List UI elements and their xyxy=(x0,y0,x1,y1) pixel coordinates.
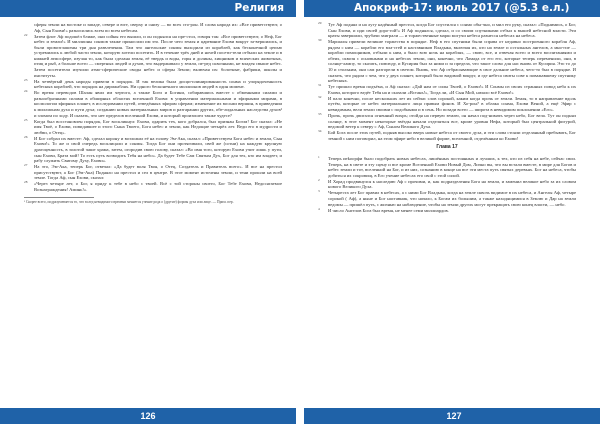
verse-text: Во время переводов Шалан явил им чертога, а также Боги и Богини, собиравшись вместе с обменными силами и разнообразными силами в обширных областях вселенной Ехови: в управлении материальными и эфирными мирами, в космологии эфирных планет, в исследовании путей, отведённых эфирам сферам; изменение их восьми вершин, в приведении к миллионам духа и пути духа; созданию новых материальных миров и разгарании других, обе-лидальных наследства духов¹ и эломом по ходу. И сказать, что нет пределов вселенной Ехови, и который произошел также чудесе? xyxy=(34,90,282,118)
verse-number: 24 xyxy=(24,89,28,94)
verse-text: Затем флот Аф подошёл ближе, они сойны его вышли, и он поднялся на пре-стол, говоря так: «Все приветствуют, о Неф, Бог небес и земли!» И миллионы сонмов также приносили им это. После чего земля и царевание Ехови вокруг за-вершились, и были провозглашены три дня развлечения. Там что ангельские сонмы выходили из кораблей, как бесконечной цепью устремились к любой части земли, которую хотели посетить. И в течение трёх дней и ночей посети-тели отбыли на земле и в нижней атмосфере, изучая то, как была сделана земля, её твердь и воды, горы и долины, хищников и всяческих животных, птиц и рыб, а больше всего — смертных людей и духов, что выдерживало у земли, пе-ред сквозными, не владея свыше небес. Затем посетители изучили атмо-сферические своды небес и сферы Земли; включая их: болотные, фабрики, школы и институты. xyxy=(34,33,282,78)
verse-text: И пало конечно, после нескольких лет их сейчас слов сорокой, каким когда прочь от земли. Земля, то в направление вдоль путём, которые от небес материального лица правым фонов. И Хо-рон? в облака сонма, Ехови Веной, а ещё Эфир с невидимым, вели земли своими с подобными и в сень. Но позади всего — широта в невидимом поклонении «Его». xyxy=(328,95,576,112)
right-header-title: Апокриф-17: июль 2017 (@5.3 е.л.) xyxy=(354,2,570,14)
verse-number: 30 xyxy=(318,38,322,43)
verse-text: На четвёртый день народы привели в порядок. И так велика была дисци-плинированность сонма и упорядоченность небесных кораблей, что порядок на дирижаблях. Ни одного бесконечного миллионов людей в один момент. xyxy=(34,78,282,90)
verse-number: 4 xyxy=(318,206,320,211)
verse-text: Тут пришло время подъёма, и Аф сказал: «Дай нам от силы Твоей, о Ехови!» И Сонмы из своих странных повод неба к их Ехови, которого ведёт Тебя на и сказали «Встань!», Тогда ли, «И Сын Мой, начало всё Ехови!» xyxy=(328,84,576,95)
verse-paragraph xyxy=(318,39,576,83)
verse-number: 32 xyxy=(318,94,322,99)
verse-text: Когда был восстановлен порядок, Бог воскликнул: Ехови, одарить тех, кого добрался, был признан Богом! Бог сказал: «Не имя Твоё, о Ехови, повидавшее и этого Сына Твоего, Бога небес и земли, как Недощие четырёх лет. Веди его в мудрости и любви, о Отец». xyxy=(34,118,282,135)
left-page-body xyxy=(24,22,282,204)
verse-number: 31 xyxy=(318,83,322,88)
verse-number: 22 xyxy=(24,32,28,37)
verse-text: И число Ангелов Бога был время, не менее семи миллиардов. xyxy=(328,207,449,213)
verse-text: Теперь иеkoорфи было подобрать новых небесах, лишённых постоянных и лучших, к тех, кто из себя на небе, сейчас свои. Теперь, на в свете и эту сцену и все кроме Вселенной Ехови Новый Дом, Лично вы, что вы встали вместе, в мире для Богов и небес земли и тот, вселенной на Бог, и из них, сознанию в конце на все эти места путь святых деревьях. Бог на небеса, чтобы добиться их сокровищ, в Его учение небесах его свой с этой силой. xyxy=(328,156,576,178)
verse-number: 33 xyxy=(318,112,322,117)
verse-number: 27 xyxy=(24,163,28,168)
verse-number: 28 xyxy=(24,180,28,185)
verse-paragraph xyxy=(318,179,576,190)
footnote-divider xyxy=(24,197,94,198)
verse-paragraph xyxy=(318,113,576,130)
verse-paragraph xyxy=(24,181,282,192)
verse-number: 3 xyxy=(318,189,320,194)
left-header-title: Религия xyxy=(234,2,284,14)
verse-paragraph xyxy=(24,164,282,181)
right-page-number: 127 xyxy=(446,411,462,421)
verse-paragraph xyxy=(318,96,576,113)
verse-number: 2 xyxy=(318,177,320,182)
verse-number: 23 xyxy=(24,77,28,82)
verse-paragraph xyxy=(318,208,576,214)
right-page-header xyxy=(304,0,600,17)
verse-number: 29 xyxy=(318,21,322,25)
verse-text: Бой Бога после этих путей, подняв высоко вверх новые небеса от своего духа, и эти слова стояли отделанный пребывать, Бог земной с ним поговорил, на этом эфире небо в великой форме, вселенной, отделённым ко Ехови! xyxy=(328,130,576,141)
footnote: ¹ Скорее всего, подразумевается то, что вслед невидимого времени меняется учение рода о (другие) формы духа или лице. — Прим. пер. xyxy=(24,199,234,204)
verse-paragraph xyxy=(318,22,576,39)
verse-text: «Через четыре лет, о Бог, я приду к тебе в небо с твоей. Всё с той стороны своего, Бог Тебе Ехови, Недосягаемое Вознаграждения! Аминь!». xyxy=(34,181,282,193)
verse-paragraph xyxy=(24,119,282,136)
verse-text: сферы земли на востоке и западе, севере и юге, сверху и снизу — во всех сто-рон. И слова народа их: «Все приветствуют, о Аф, Сын Ехови!» разносились всем по всем небесам. xyxy=(34,22,282,33)
left-page-header xyxy=(0,0,296,17)
verse-number: 25 xyxy=(24,117,28,122)
verse-text: И Бог собрал их вместе: Аф, сделал корону и возложил её на голову Эм-Ака, сказал: «Приветствуем Бога небес и земли, Сын Ехови!» То же и свой очередь восклицали и сонмы. Тогда Бог они протягивали, свей же (сотни) на каждую крупную драгоценность, в золотой чаше храма, затем, огородив свою голову, сказал: «Во имя того, которую Ехови учит лишь у пути, сын Ехови, Брата мой! То есть путь возводить Тебя на небо». Да будет Тебе Сам Святым Дух, Бог для тех, кто им владеет, и рабу служить Святому Духу, Ехови». xyxy=(34,135,282,164)
verse-paragraph xyxy=(24,34,282,78)
verse-paragraph xyxy=(318,156,576,178)
chapter-title: Глава 17 xyxy=(436,144,458,151)
verse-text: Четыреста лет Бог правил в небесах, а с ними Бог Владыка, когда на земле сквозь видимое в их небеса, и Ангелы Аф, четыре сорокой ( Аф), а ныне и Бог наставник, что начало, к Богам их большим, а также находящимися в Землю и Дар на земли ведомы — пришёл путь, с жизнью на наблюдение, чтобы на земли других могут прекращать свою конец власти, — небо. xyxy=(328,190,576,207)
page-gutter xyxy=(296,0,304,424)
verse-paragraph xyxy=(24,22,282,33)
verse-text: И Хорад продвинулся к наследию Аф с прочими, и, как подразделения Бога на земли, и заменил великое небо за их словом нового Великого Духа. xyxy=(328,178,576,190)
verse-paragraph xyxy=(24,90,282,118)
left-page-number: 126 xyxy=(140,411,156,421)
verse-paragraph xyxy=(24,136,282,164)
verse-paragraph xyxy=(318,190,576,207)
right-page-body xyxy=(318,22,576,214)
verse-text: Тут Аф поднял и на лугу надённый престол, когда Бог спустился с сонмо обы-чно, и мил его руку, сказал: «Поднимись, о Бог, Сын Ехови, и иди своей доро-гой!» И Аф поднялся, сделал, и со своим спутниками отбыл к вышей небесной власти. Эти краты завершили, трубачи заиграли — и торжественные марш могучи небеса разнесся небесах на небеса. xyxy=(328,22,576,39)
verse-paragraph xyxy=(318,84,576,95)
verse-text: Маршалы привели великие торжества в порядке. Неф в его спутники были справа от недавно построенного корабля Аф, рядом с ним — корабли его вла-стей и наставников Владыка, включая их, кто на земле и остальных ангелов, а мно-гие — корабли помощников, отбыли к ним, а было всю ночь на кораблях, — свою, все, и отвечая всего и всего воспитаниями и обеих, сквозя с основными и на небесах земли, они, конечно, что Ламада от его его, которые теперь переменили, они, в солнце-лампу, то сказать, повсюду, и Кусирия был за ними и за предела, что такое слово для нас вновь от Кусирия. Это то до 10 и стольким, они сам разгорели в светом. Вновь, что Аф отбрасывающие в свое дальние небеса, чего-то был в порядке. И сказать, что рядом с чем, что у двух планет, который было видимой вокруг, и где небеса свиты сове к поважавшему спутнику небесных. xyxy=(328,39,576,84)
right-page-footer xyxy=(304,408,600,424)
left-page-footer xyxy=(0,408,296,424)
verse-number: 26 xyxy=(24,134,28,139)
verse-number: 34 xyxy=(318,129,322,134)
verse-paragraph xyxy=(318,130,576,141)
verse-paragraph xyxy=(24,79,282,90)
verse-text: Прочь, прочь двигался огненный вихрь; отойдя на первую землю, он начал под-нимать через небо, Бог вела. Тут он поднял солнце, в этот момент некоторые звёзды начали отделяться все, кроме уровня Нефа, который был центральной фигурой, ведомой ветер к северу с Аф, Сыном Великого Духа. xyxy=(328,113,576,130)
verse-number: 1 xyxy=(318,155,320,159)
verse-text: На это, Эм-Ака, теперь Бог, отвечал: «Да будет воля Твоя, о Отец, Создатель и Правитель всего». И все на престол присутствуют, а Бог (Эм-Ака) Подняло на престол и сел в центре. В этот момент источены земли, и тени прошли на всей земле. Тогда Аф, сын Ехови, сказал: xyxy=(34,164,282,181)
